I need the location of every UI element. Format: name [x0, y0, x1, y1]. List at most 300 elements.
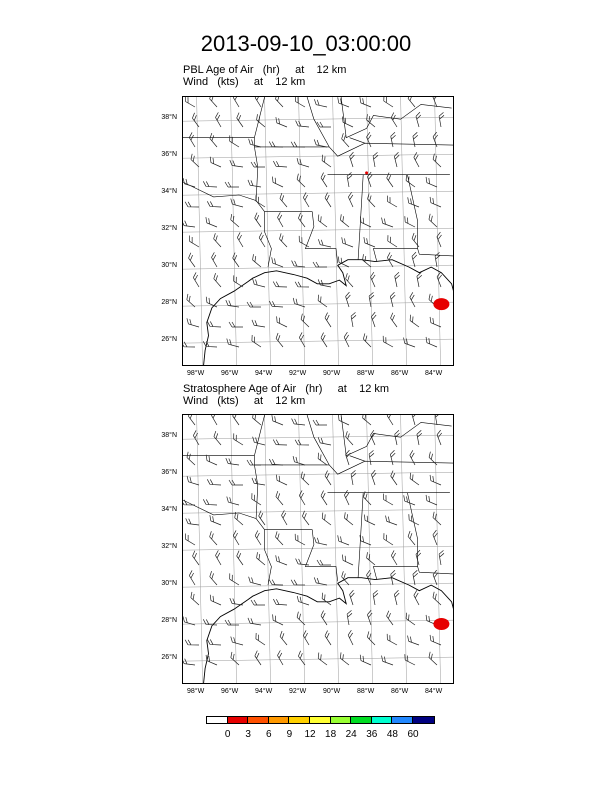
- colorbar-label: 0: [224, 729, 231, 740]
- graticule-parallel: [183, 339, 454, 343]
- longitude-tick-label: 84°W: [424, 688, 443, 695]
- wind-barb-icon: [436, 272, 446, 287]
- wind-barb-icon: [270, 257, 285, 267]
- wind-barb-icon: [369, 292, 376, 307]
- wind-barb-icon: [183, 97, 198, 107]
- wind-barb-icon: [250, 254, 264, 267]
- wind-barb-icon: [313, 577, 328, 585]
- wind-barb-icon: [185, 640, 199, 645]
- wind-barb-icon: [277, 233, 290, 247]
- wind-barb-icon: [231, 433, 246, 445]
- wind-barb-icon: [403, 216, 418, 227]
- wind-barb-icon: [385, 196, 400, 207]
- wind-barb-icon: [192, 272, 203, 287]
- state-border: [183, 500, 256, 518]
- pbl-age-map-panel: [182, 96, 454, 366]
- wind-barb-icon: [273, 282, 287, 287]
- wind-barb-icon: [298, 332, 309, 347]
- wind-barb-icon: [225, 497, 240, 505]
- state-border: [254, 143, 454, 156]
- wind-barb-icon: [207, 201, 221, 207]
- wind-barb-icon: [319, 611, 331, 625]
- wind-barb-icon: [274, 555, 289, 565]
- wind-barb-icon: [269, 580, 283, 585]
- wind-barb-icon: [424, 337, 439, 347]
- colorbar-label: 6: [266, 729, 272, 740]
- longitude-tick-label: 88°W: [356, 370, 375, 377]
- wind-barb-icon: [317, 122, 331, 127]
- wind-barb-icon: [323, 631, 335, 645]
- graticule-meridian: [265, 97, 271, 366]
- graticule-meridian: [197, 97, 203, 366]
- wind-barb-icon: [247, 139, 262, 147]
- wind-barb-icon: [207, 321, 221, 327]
- wind-barb-icon: [247, 460, 261, 465]
- wind-barb-icon: [292, 456, 307, 465]
- wind-barb-icon: [212, 431, 225, 445]
- wind-barb-icon: [273, 599, 287, 605]
- wind-barb-icon: [427, 214, 441, 227]
- wind-barb-icon: [247, 618, 262, 625]
- wind-barb-icon: [432, 97, 442, 107]
- wind-barb-icon: [229, 160, 244, 167]
- wind-barb-icon: [229, 652, 243, 665]
- state-border: [183, 182, 256, 201]
- wind-barb-icon: [370, 470, 379, 485]
- wind-barb-icon: [373, 590, 380, 605]
- wind-barb-icon: [316, 215, 330, 227]
- wind-barb-icon: [291, 142, 305, 147]
- wind-barb-icon: [439, 112, 446, 127]
- wind-barb-icon: [431, 512, 445, 525]
- graticule-meridian: [333, 97, 339, 366]
- wind-barb-icon: [313, 99, 328, 107]
- wind-barb-icon: [415, 112, 424, 127]
- wind-barb-icon: [229, 480, 243, 485]
- wind-barb-icon: [208, 571, 221, 585]
- graticule-meridian: [197, 415, 203, 684]
- wind-barb-icon: [394, 590, 402, 605]
- wind-barb-icon: [385, 611, 397, 625]
- wind-barb-icon: [208, 97, 221, 107]
- wind-barb-icon: [408, 315, 422, 327]
- longitude-tick-label: 96°W: [220, 688, 239, 695]
- wind-barb-icon: [203, 181, 217, 187]
- longitude-tick-label: 86°W: [390, 688, 409, 695]
- wind-barb-icon: [385, 235, 399, 247]
- wind-barb-icon: [278, 193, 291, 207]
- wind-barb-icon: [402, 495, 417, 505]
- wind-barb-icon: [208, 133, 221, 147]
- wind-barb-icon: [317, 239, 332, 247]
- wind-barb-icon: [229, 199, 244, 207]
- longitude-tick-label: 94°W: [254, 370, 273, 377]
- wind-barb-icon: [293, 97, 308, 107]
- coastline: [203, 260, 454, 366]
- panel2-field-label: Stratosphere Age of Air (hr) at 12 km: [183, 383, 390, 395]
- wind-barb-icon: [347, 192, 357, 207]
- wind-barb-icon: [251, 478, 266, 485]
- wind-barb-icon: [183, 616, 196, 625]
- wind-barb-icon: [291, 419, 305, 425]
- wind-barb-icon: [249, 335, 263, 347]
- wind-barb-icon: [208, 595, 223, 605]
- wind-barb-icon: [251, 600, 265, 605]
- wind-barb-icon: [254, 530, 266, 545]
- wind-barb-icon: [192, 430, 203, 445]
- colorbar-label: 48: [386, 729, 398, 740]
- latitude-tick-label: 38°N: [161, 432, 177, 440]
- wind-barb-icon: [210, 415, 221, 425]
- wind-barb-icon: [212, 233, 225, 247]
- longitude-tick-label: 98°W: [186, 370, 205, 377]
- wind-barb-icon: [373, 152, 380, 167]
- wind-barb-icon: [345, 292, 354, 307]
- wind-barb-icon: [297, 213, 309, 227]
- wind-barb-icon: [320, 593, 334, 605]
- wind-barb-icon: [228, 214, 242, 227]
- wind-barb-icon: [183, 178, 196, 187]
- stratosphere-age-map-panel: [182, 414, 454, 684]
- wind-barb-icon: [299, 314, 313, 327]
- state-border: [350, 456, 365, 462]
- wind-barb-icon: [385, 634, 400, 645]
- wind-barb-icon: [436, 232, 446, 247]
- wind-barb-icon: [225, 458, 240, 465]
- wind-barb-icon: [225, 339, 240, 347]
- state-border: [373, 175, 417, 262]
- wind-barb-icon: [369, 450, 376, 465]
- wind-barb-icon: [235, 113, 247, 127]
- wind-barb-icon: [251, 320, 266, 327]
- state-border: [307, 97, 329, 147]
- longitude-tick-label: 90°W: [322, 688, 341, 695]
- wind-barb-icon: [412, 570, 420, 585]
- wind-barb-icon: [365, 132, 375, 147]
- wind-barb-icon: [380, 656, 395, 665]
- wind-barb-icon: [428, 317, 443, 327]
- wind-barb-icon: [187, 236, 202, 247]
- graticule-parallel: [183, 546, 454, 550]
- map-canvas: [183, 97, 454, 366]
- colorbar-swatch: [248, 717, 269, 723]
- wind-barb-icon: [185, 294, 199, 307]
- wind-barb-icon: [249, 493, 263, 505]
- colorbar: [206, 716, 435, 724]
- wind-barb-icon: [431, 592, 445, 605]
- wind-barb-icon: [343, 332, 354, 347]
- wind-barb-icon: [390, 112, 402, 127]
- wind-barb-icon: [390, 550, 401, 565]
- wind-barb-icon: [187, 415, 199, 425]
- wind-barb-icon: [253, 651, 265, 665]
- wind-barb-icon: [189, 154, 203, 167]
- wind-barb-icon: [295, 121, 309, 127]
- wind-barb-icon: [225, 300, 240, 307]
- wind-barb-icon: [320, 155, 334, 167]
- wind-barb-icon: [390, 450, 398, 465]
- wind-barb-icon: [227, 135, 242, 147]
- state-border: [358, 493, 363, 578]
- wind-barb-icon: [269, 459, 283, 465]
- wind-barb-icon: [225, 182, 239, 187]
- wind-barb-icon: [292, 298, 307, 307]
- wind-barb-icon: [381, 336, 396, 347]
- wind-barb-icon: [340, 117, 355, 127]
- colorbar-label: 12: [304, 729, 316, 740]
- wind-barb-icon: [274, 316, 289, 327]
- panel1-wind-label: Wind (kts) at 12 km: [183, 76, 306, 88]
- wind-barb-icon: [299, 472, 313, 485]
- colorbar-swatch: [392, 717, 413, 723]
- latitude-tick-label: 26°N: [161, 654, 177, 662]
- wind-barb-icon: [340, 555, 355, 565]
- wind-barb-icon: [336, 97, 351, 107]
- wind-barb-icon: [183, 658, 196, 665]
- wind-barb-icon: [251, 162, 265, 167]
- wind-barb-icon: [349, 590, 358, 605]
- wind-barb-icon: [274, 475, 289, 485]
- wind-barb-icon: [431, 154, 445, 167]
- latitude-tick-label: 28°N: [161, 617, 177, 625]
- wind-barb-icon: [188, 570, 199, 585]
- wind-barb-icon: [247, 180, 262, 187]
- wind-barb-icon: [340, 237, 355, 247]
- latitude-tick-label: 36°N: [161, 151, 177, 159]
- wind-barb-icon: [253, 195, 267, 207]
- age-of-air-contour: [433, 618, 449, 630]
- latitude-tick-label: 30°N: [161, 580, 177, 588]
- graticule-meridian: [265, 415, 271, 684]
- colorbar-label: 9: [286, 729, 293, 740]
- wind-barb-icon: [394, 152, 402, 167]
- wind-barb-icon: [410, 233, 423, 247]
- wind-barb-icon: [208, 157, 223, 167]
- wind-barb-icon: [347, 630, 358, 645]
- wind-barb-icon: [428, 197, 443, 207]
- longitude-tick-label: 86°W: [390, 370, 409, 377]
- colorbar-swatch: [331, 717, 352, 723]
- wind-barb-icon: [317, 560, 331, 565]
- graticule-parallel: [183, 191, 454, 195]
- wind-barb-icon: [269, 142, 283, 147]
- graticule-parallel: [183, 472, 454, 476]
- wind-barb-icon: [273, 97, 286, 107]
- wind-barb-icon: [362, 237, 377, 247]
- graticule-parallel: [183, 117, 454, 121]
- wind-barb-icon: [208, 515, 223, 525]
- wind-barb-icon: [214, 112, 225, 127]
- wind-barb-icon: [362, 515, 377, 525]
- wind-barb-icon: [295, 282, 309, 287]
- wind-barb-icon: [323, 313, 335, 327]
- colorbar-label: 18: [325, 729, 337, 740]
- wind-barb-icon: [415, 550, 424, 565]
- longitude-tick-label: 98°W: [186, 688, 205, 695]
- colorbar-swatch: [289, 717, 310, 723]
- wind-barb-icon: [347, 610, 354, 625]
- longitude-tick-label: 84°W: [424, 370, 443, 377]
- wind-barb-icon: [336, 415, 351, 425]
- longitude-tick-label: 90°W: [322, 370, 341, 377]
- wind-barbs: [183, 415, 446, 665]
- state-border: [350, 138, 365, 144]
- wind-barb-icon: [295, 440, 309, 445]
- wind-barb-icon: [295, 174, 309, 187]
- wind-barb-icon: [390, 132, 398, 147]
- latitude-tick-label: 38°N: [161, 114, 177, 122]
- wind-barb-icon: [394, 272, 402, 287]
- wind-barb-icon: [381, 494, 396, 505]
- wind-barb-icon: [232, 97, 243, 107]
- wind-barb-icon: [408, 292, 419, 307]
- wind-barb-icon: [411, 252, 420, 267]
- wind-barb-icon: [208, 531, 221, 545]
- latitude-tick-label: 26°N: [161, 336, 177, 344]
- map-title: 2013-09-10_03:00:00: [200, 31, 412, 56]
- wind-barb-icon: [302, 192, 313, 207]
- panel1-field-label: PBL Age of Air (hr) at 12 km: [183, 64, 347, 76]
- wind-barb-icon: [404, 175, 418, 187]
- latitude-tick-label: 34°N: [161, 506, 177, 514]
- wind-barb-icon: [390, 292, 398, 307]
- wind-barb-icon: [408, 473, 422, 485]
- wind-barb-icon: [338, 214, 352, 227]
- wind-barb-icon: [185, 518, 200, 525]
- colorbar-swatch: [269, 717, 290, 723]
- wind-barb-icon: [273, 161, 287, 167]
- wind-barbs: [183, 97, 446, 347]
- wind-barb-icon: [274, 117, 289, 127]
- colorbar-swatch: [207, 717, 228, 723]
- state-border: [254, 415, 264, 519]
- wind-barb-icon: [301, 511, 313, 525]
- wind-barb-icon: [394, 430, 402, 445]
- state-border: [418, 567, 454, 574]
- wind-barb-icon: [232, 512, 246, 525]
- wind-barb-icon: [402, 338, 417, 347]
- wind-barb-icon: [280, 510, 291, 525]
- wind-barb-icon: [408, 450, 419, 465]
- wind-barb-icon: [360, 415, 374, 425]
- wind-barb-icon: [207, 479, 221, 485]
- wind-barb-icon: [381, 97, 395, 107]
- wind-barb-icon: [251, 279, 266, 287]
- wind-barb-icon: [273, 440, 287, 445]
- wind-barb-icon: [316, 453, 330, 465]
- colorbar-swatch: [413, 717, 434, 723]
- wind-barb-icon: [313, 537, 328, 545]
- wind-barb-icon: [313, 420, 327, 425]
- latitude-tick-label: 32°N: [161, 543, 177, 551]
- wind-barb-icon: [185, 452, 199, 465]
- wind-barb-icon: [235, 551, 247, 565]
- wind-barb-icon: [406, 636, 421, 645]
- wind-barb-icon: [295, 612, 309, 625]
- wind-barb-icon: [411, 415, 420, 425]
- wind-barb-icon: [386, 415, 398, 425]
- longitude-tick-label: 94°W: [254, 688, 273, 695]
- wind-barb-icon: [270, 177, 285, 187]
- wind-barb-icon: [250, 415, 264, 425]
- wind-barb-icon: [291, 261, 305, 267]
- wind-barb-icon: [203, 341, 217, 347]
- latitude-tick-label: 34°N: [161, 188, 177, 196]
- wind-barb-icon: [351, 470, 358, 485]
- latitude-tick-label: 28°N: [161, 299, 177, 307]
- wind-barb-icon: [390, 570, 398, 585]
- state-border: [254, 461, 454, 474]
- graticule-meridian: [401, 415, 407, 684]
- wind-barb-icon: [183, 342, 195, 347]
- wind-barb-icon: [229, 637, 244, 645]
- graticule-meridian: [401, 97, 407, 366]
- wind-barb-icon: [231, 415, 243, 425]
- wind-barb-icon: [185, 202, 199, 207]
- wind-barb-icon: [270, 614, 285, 625]
- wind-barb-icon: [323, 193, 335, 207]
- wind-barb-icon: [276, 212, 287, 227]
- wind-barb-icon: [229, 322, 243, 327]
- wind-barb-icon: [273, 531, 286, 545]
- wind-barb-icon: [212, 273, 225, 287]
- wind-barb-icon: [427, 652, 441, 665]
- colorbar-label: 60: [407, 729, 419, 740]
- wind-barb-icon: [203, 499, 217, 505]
- colorbar-label: 36: [366, 729, 378, 740]
- wind-barb-icon: [364, 552, 378, 565]
- wind-barb-icon: [404, 613, 418, 625]
- wind-barb-icon: [365, 631, 378, 645]
- wind-barb-icon: [253, 213, 265, 227]
- state-border: [254, 97, 264, 201]
- longitude-tick-label: 92°W: [288, 370, 307, 377]
- wind-barb-icon: [365, 193, 378, 207]
- wind-barb-icon: [214, 550, 225, 565]
- wind-barb-icon: [278, 631, 291, 645]
- graticule-meridian: [333, 415, 339, 684]
- colorbar-swatch: [351, 717, 372, 723]
- wind-barb-icon: [225, 620, 239, 625]
- latitude-tick-label: 32°N: [161, 225, 177, 233]
- wind-barb-icon: [320, 513, 334, 525]
- wind-barb-icon: [436, 430, 446, 445]
- wind-barb-icon: [342, 512, 356, 525]
- wind-barb-icon: [257, 511, 269, 525]
- wind-barb-icon: [317, 437, 332, 445]
- wind-barb-icon: [210, 252, 221, 267]
- wind-barb-icon: [204, 217, 219, 227]
- graticule-parallel: [183, 154, 454, 158]
- wind-barb-icon: [336, 535, 351, 545]
- graticule-parallel: [183, 509, 454, 513]
- wind-barb-icon: [189, 592, 203, 605]
- colorbar-swatch: [310, 717, 331, 723]
- wind-barb-icon: [296, 158, 311, 167]
- colorbar-label: 3: [245, 729, 251, 740]
- wind-barb-icon: [349, 152, 358, 167]
- wind-barb-icon: [187, 253, 199, 267]
- wind-barb-icon: [297, 651, 309, 665]
- wind-barb-icon: [403, 654, 418, 665]
- wind-barb-icon: [231, 253, 243, 267]
- graticule-meridian: [299, 97, 305, 366]
- wind-barb-icon: [313, 262, 327, 267]
- map-canvas: [183, 415, 454, 684]
- wind-barb-icon: [384, 516, 399, 525]
- wind-barb-icon: [428, 635, 443, 645]
- longitude-tick-label: 96°W: [220, 370, 239, 377]
